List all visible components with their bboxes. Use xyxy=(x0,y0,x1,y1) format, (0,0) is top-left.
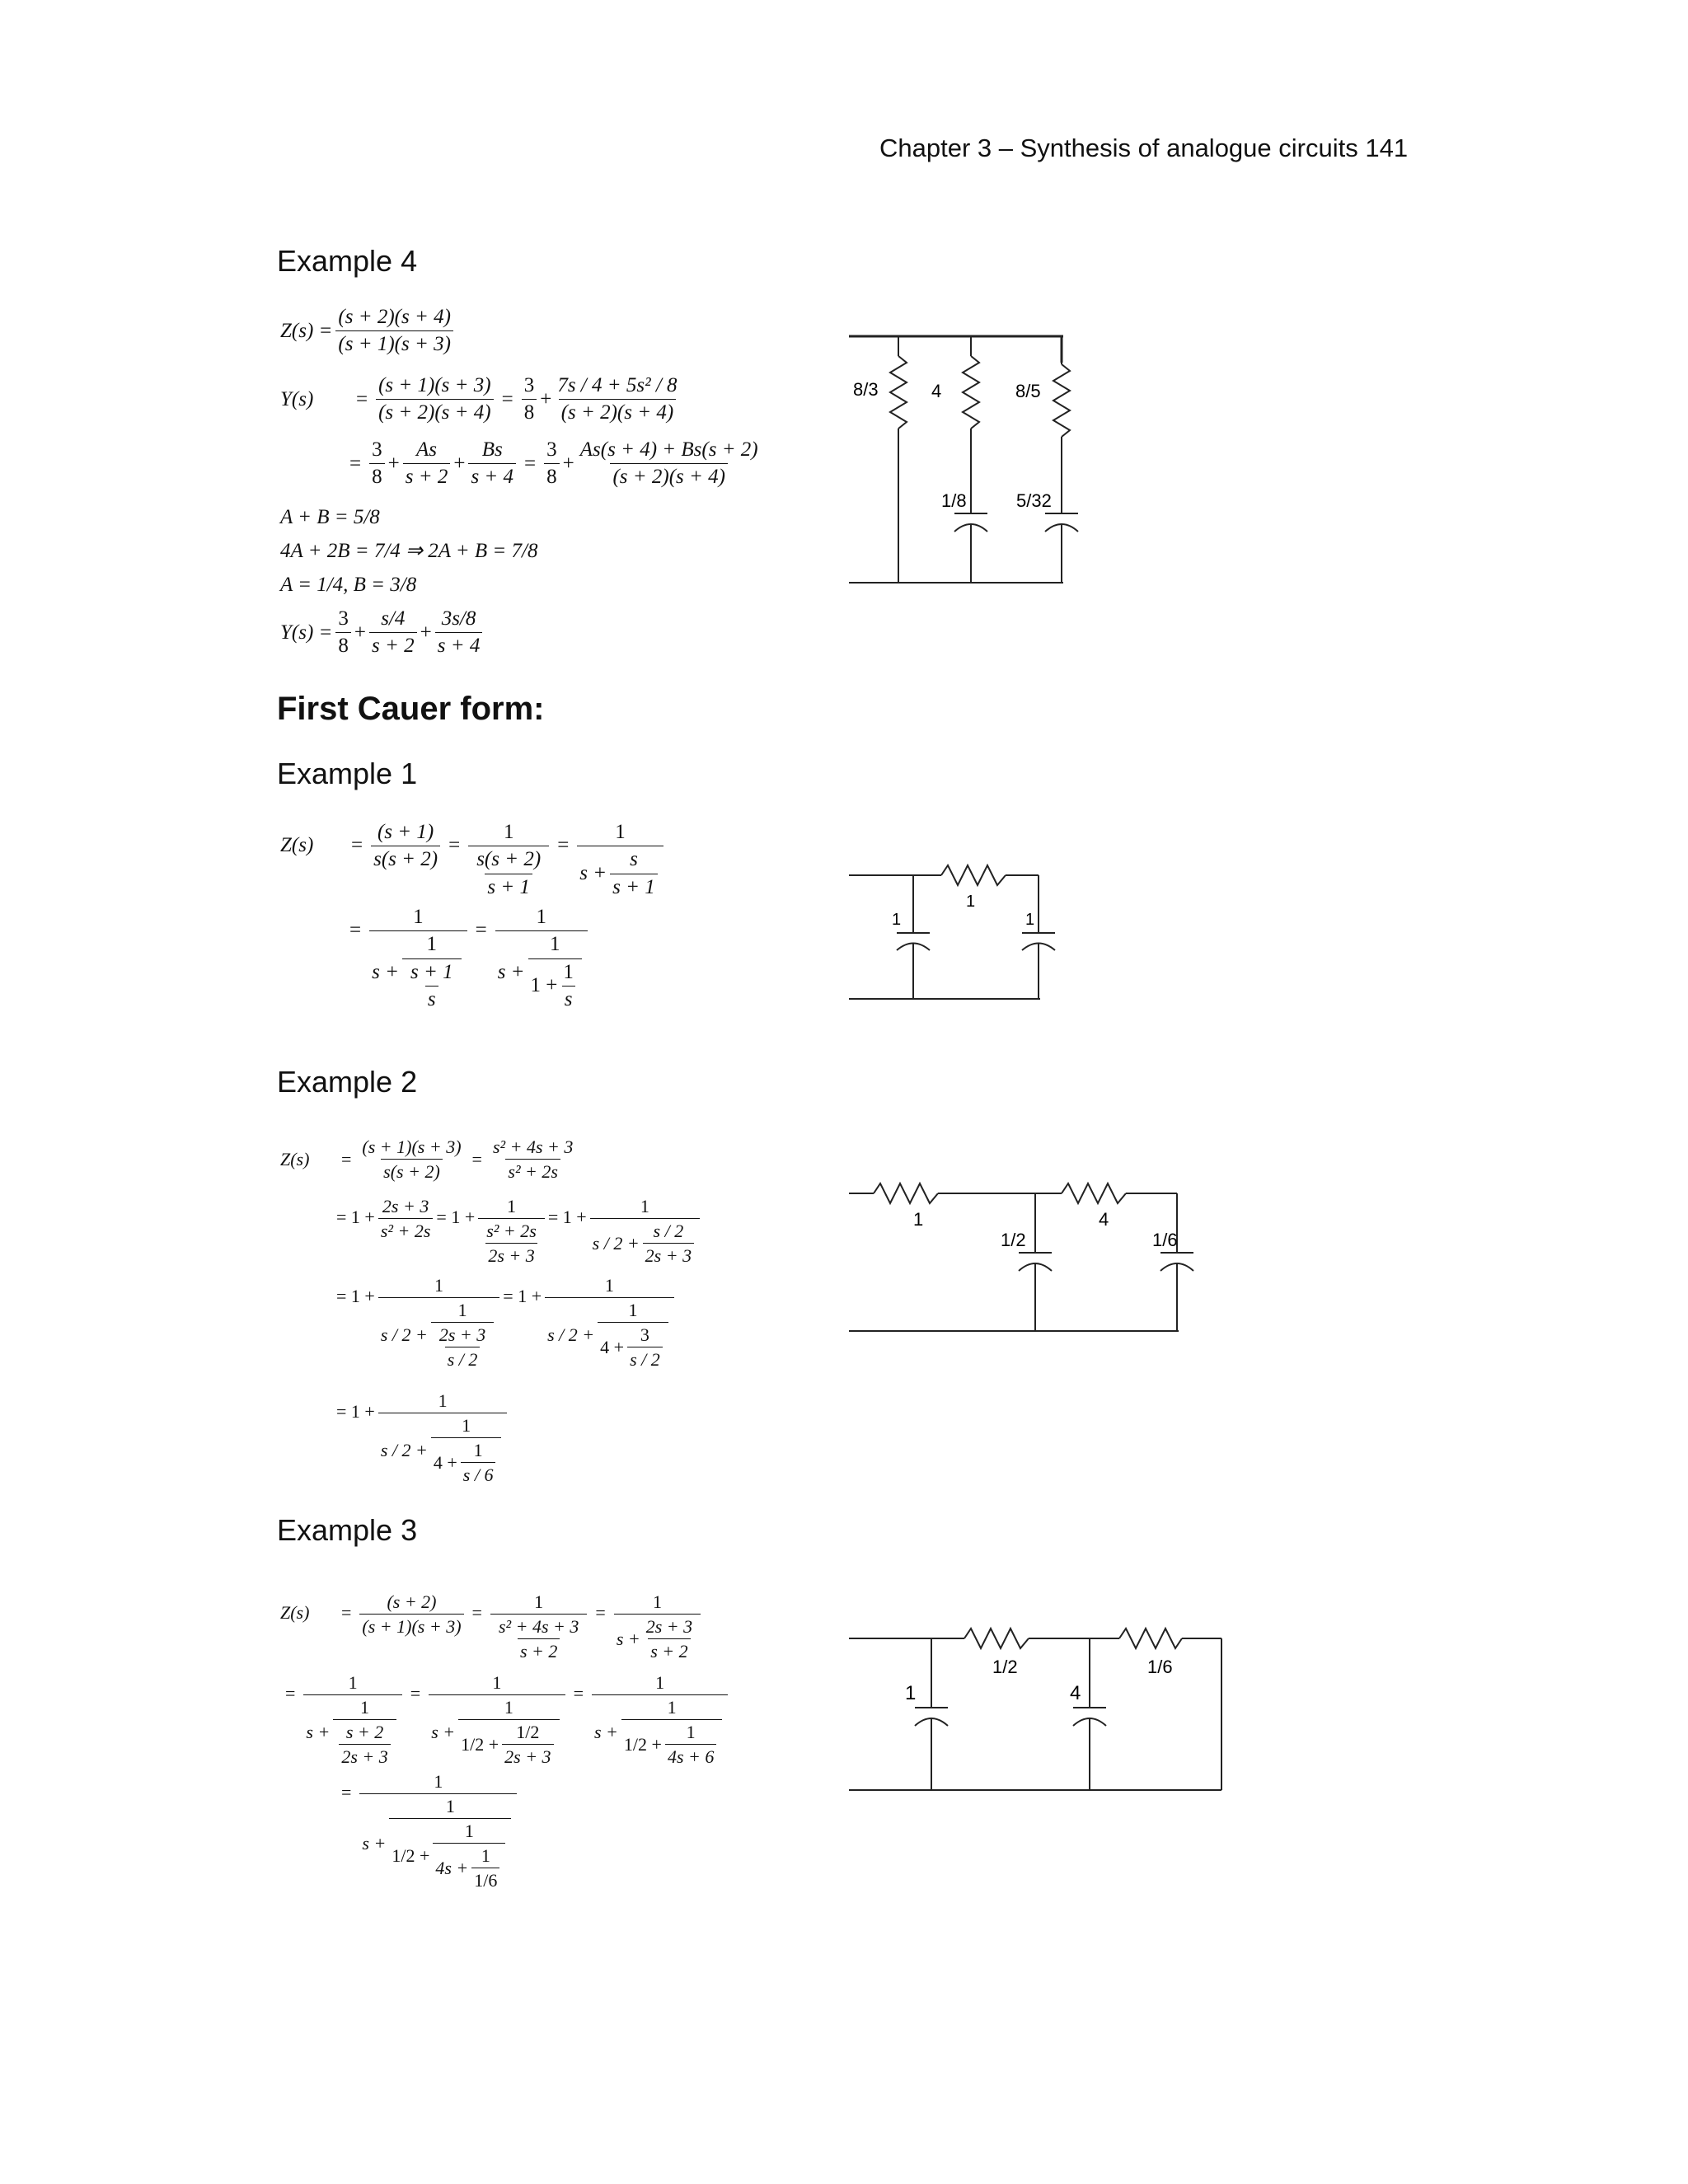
ex4-y1-num: (s + 1)(s + 3) xyxy=(378,374,491,396)
ex2-four-plus-b: 4 + xyxy=(433,1452,457,1474)
ex4-yf2-num: s/4 xyxy=(381,607,406,630)
ex3-one-b: 1 xyxy=(652,1591,662,1612)
ex3-b-den-den: s + 2 xyxy=(518,1638,560,1661)
ex1-s-plus-b: s + xyxy=(372,960,399,983)
ex3-s-plus-d: s + xyxy=(593,1722,618,1743)
ex1-z-lhs: Z(s) xyxy=(280,834,314,856)
ex3-one-m: 1 xyxy=(481,1845,490,1867)
cauer-example-2-title: Example 2 xyxy=(277,1065,418,1099)
ex3-half-plus-c: 1/2 + xyxy=(392,1845,430,1867)
running-head: Chapter 3 – Synthesis of analogue circuits 141 xyxy=(879,134,1409,162)
ex1-s-plus-c: s + xyxy=(497,960,525,983)
cauer-ex3-circuit xyxy=(841,1607,1236,1805)
ex3-one-e: 1 xyxy=(492,1672,502,1693)
ex2-one-plus-d: = 1 + xyxy=(336,1286,375,1306)
ex2-c2-label: 1/6 xyxy=(1152,1230,1178,1250)
ex2-b-num: s² + 4s + 3 xyxy=(492,1137,574,1157)
ex1-s-plus: s + xyxy=(579,861,607,884)
ex3-s-plus-e: s + xyxy=(362,1833,387,1854)
ex4-y-final: Y(s) = $\frac{3}{8}$ + $\frac{s/4}{s + 2}$ + $\frac{3s/8}{s + 4}$ xyxy=(280,608,485,658)
ex4-y1-den: (s + 2)(s + 4) xyxy=(376,399,494,424)
ex4-s2: s + 2 xyxy=(403,463,451,488)
ex3-a-num: (s + 2) xyxy=(387,1591,437,1612)
ex1-one-a: 1 xyxy=(503,821,514,843)
ex1-c-right-label: 1 xyxy=(1025,911,1035,929)
ex4-three-d: 3 xyxy=(338,607,349,630)
ex2-s-half-c: s / 2 xyxy=(627,1347,663,1369)
ex2-one-plus-a: = 1 + xyxy=(336,1207,375,1227)
ex1-b-den-den: s + 1 xyxy=(485,874,532,898)
ex2-one-g: 1 xyxy=(438,1390,448,1411)
ex2-z-line-2 xyxy=(336,1197,703,1265)
ex3-b-den-num: s² + 4s + 3 xyxy=(498,1616,579,1638)
ex4-y2-r-den: (s + 2)(s + 4) xyxy=(610,463,728,488)
ex2-s-half-b: s / 2 xyxy=(445,1347,481,1369)
ex2-z-line-1: Z(s) = $\frac{(s + 1)(s + 3)}{s(s + 2)}$ = $\frac{\text{s² + 4s + 3}}{\text{s² + 2s}}$ xyxy=(280,1137,579,1181)
cauer-example-3-title: Example 3 xyxy=(277,1513,418,1547)
ex3-z-line-2: = 1 s + $\frac{1}{\frac{s + 2}{2s + 3}}$ = 1 s + 1 1/2 + $\frac{1/2}{2s + 3}$ = 1 s + 1 1/2 + $\frac{1}{4s + 6}$ xyxy=(280,1673,731,1766)
ex3-s-plus-c: s + xyxy=(431,1722,456,1743)
ex4-eight-d: 8 xyxy=(335,632,351,657)
ex4-r1-label: 8/3 xyxy=(853,379,879,400)
ex4-y1-r-num: 7s / 4 + 5s² / 8 xyxy=(557,374,678,396)
ex4-yf3-num: 3s/8 xyxy=(441,607,476,630)
ex3-half: 1/2 xyxy=(516,1722,540,1743)
ex4-z-equation xyxy=(280,307,457,356)
ex4-r3-label: 8/5 xyxy=(1015,381,1041,401)
ex4-y1-r-den: (s + 2)(s + 4) xyxy=(559,399,677,424)
ex3-c1-label: 1 xyxy=(905,1682,917,1704)
ex2-z-line-4 xyxy=(336,1391,510,1484)
ex4-line-a: A + B = 5/8 xyxy=(280,506,380,528)
ex3-one-i: 1 xyxy=(686,1722,696,1743)
ex2-a-num: (s + 1)(s + 3) xyxy=(362,1137,462,1157)
ex3-z-line-1: Z(s) = $\frac{(s + 2)}{(s + 1)(s + 3)}$ = $\frac{1}{\frac{\text{s² + 4s + 3}}{s + 2}}$ = 1 s + $\frac{2s + 3}{s + 2}$ xyxy=(280,1592,704,1661)
ex4-three-c: 3 xyxy=(546,438,557,461)
ex3-half-plus-a: 1/2 + xyxy=(461,1734,499,1755)
ex2-d-den: 2s + 3 xyxy=(485,1243,537,1265)
ex3-a-den: (s + 1)(s + 3) xyxy=(359,1614,463,1636)
ex2-s-sixth: s / 6 xyxy=(461,1462,496,1484)
ex4-three: 3 xyxy=(523,374,535,396)
ex2-s-half-plus-d: s / 2 + xyxy=(380,1440,428,1461)
ex3-z-lhs: Z(s) xyxy=(280,1602,310,1623)
ex2-four-plus-a: 4 + xyxy=(600,1337,625,1358)
ex2-one-a: 1 xyxy=(507,1196,517,1216)
ex1-one-plus: 1 + xyxy=(530,974,558,997)
ex3-half-plus-b: 1/2 + xyxy=(623,1734,662,1755)
ex3-one-f: 1 xyxy=(504,1697,513,1718)
ex2-one-plus-b: = 1 + xyxy=(436,1207,476,1227)
ex1-s1-a: s + 1 xyxy=(610,874,658,898)
ex1-one-b: 1 xyxy=(615,821,626,843)
ex4-bs: Bs xyxy=(481,438,503,461)
ex4-y-lhs: Y(s) xyxy=(280,388,314,411)
ex2-s-half-plus-b: s / 2 + xyxy=(380,1324,428,1346)
ex3-z-line-3: = 1 s + 1 1/2 + 1 4s + $\frac{1}{1/6}$ xyxy=(336,1772,520,1890)
ex2-z-lhs: Z(s) xyxy=(280,1148,310,1169)
ex1-a-den: s(s + 2) xyxy=(371,846,440,870)
ex2-three: 3 xyxy=(640,1324,649,1346)
ex4-yf-lhs: Y(s) = xyxy=(280,621,333,644)
ex3-4s6: 4s + 6 xyxy=(665,1744,716,1766)
ex3-one-l: 1 xyxy=(464,1821,474,1842)
ex4-z-num: (s + 2)(s + 4) xyxy=(338,306,451,328)
ex2-r1-label: 1 xyxy=(913,1209,924,1230)
ex2-one-f: 1 xyxy=(628,1300,638,1321)
ex3-one-j: 1 xyxy=(434,1771,443,1792)
ex2-one-plus-e: = 1 + xyxy=(503,1286,542,1306)
ex4-c2-label: 1/8 xyxy=(941,490,967,511)
ex3-2s3-b: 2s + 3 xyxy=(502,1744,553,1766)
ex4-y-equation-2: = $\frac{3}{8}$ + $\frac{As}{s + 2}$ + $\frac{Bs}{s + 4}$ = $\frac{3}{8}$ + $\frac{As(s + 4) + Bs(s + 2)}{(s + 2)(s + 4)}$ xyxy=(345,439,764,489)
ex1-s-c: s xyxy=(562,986,575,1010)
ex1-b-den-num: s(s + 2) xyxy=(476,848,542,871)
ex3-one-d: 1 xyxy=(360,1697,370,1718)
ex3-c-num: 2s + 3 xyxy=(645,1616,693,1638)
ex1-one-d: 1 xyxy=(426,933,438,956)
ex4-line-b: 4A + 2B = 7/4 ⇒ 2A + B = 7/8 xyxy=(280,540,538,562)
ex1-s-a: s xyxy=(630,848,638,871)
ex2-z-line-3 xyxy=(336,1276,678,1369)
ex1-s1-b: s + 1 xyxy=(410,960,453,983)
ex1-z-line-1: Z(s) = $\frac{(s + 1)}{s(s + 2)}$ = $\frac{1}{\frac{s(s + 2)}{s + 1}}$ = 1 s + $\frac{s}{s + 1}$ xyxy=(280,822,667,898)
ex2-r2-label: 4 xyxy=(1099,1209,1109,1230)
ex2-one-plus-f: = 1 + xyxy=(336,1401,375,1422)
ex2-d-num: s² + 2s xyxy=(486,1221,537,1242)
ex4-line-c: A = 1/4, B = 3/8 xyxy=(280,574,417,596)
ex2-one-d: 1 xyxy=(457,1300,467,1321)
ex2-a-den: s(s + 2) xyxy=(381,1159,443,1181)
ex1-a-num: (s + 1) xyxy=(377,821,434,843)
ex4-circuit xyxy=(841,321,1088,593)
first-cauer-form-heading: First Cauer form: xyxy=(277,691,545,727)
ex4-y1-fraction xyxy=(376,375,494,424)
ex2-d-den-c: 2s + 3 xyxy=(438,1324,486,1346)
ex1-z-line-2: = 1 s + $\frac{1}{\frac{s + 1}{s}}$ = 1 s + 1 1 + $\frac{1}{s}$ xyxy=(345,907,591,1010)
ex4-yf2-den: s + 2 xyxy=(369,632,417,657)
ex2-c-num: 2s + 3 xyxy=(382,1196,429,1216)
ex2-one-b: 1 xyxy=(640,1196,649,1216)
ex2-c1-label: 1/2 xyxy=(1001,1230,1026,1250)
ex1-s-b: s xyxy=(425,986,438,1010)
ex3-s-plus-b: s + xyxy=(306,1722,331,1743)
ex4-c3-label: 5/32 xyxy=(1016,490,1052,511)
cauer-example-1-title: Example 1 xyxy=(277,757,418,790)
ex2-one-c: 1 xyxy=(434,1275,444,1296)
ex3-s-plus-a: s + xyxy=(616,1629,640,1650)
ex4-z-den: (s + 1)(s + 3) xyxy=(335,330,453,355)
ex4-eight-b: 8 xyxy=(369,463,385,488)
ex3-one-h: 1 xyxy=(667,1697,677,1718)
ex3-c-den: s + 2 xyxy=(648,1638,690,1661)
ex2-d-den-b: 2s + 3 xyxy=(643,1243,694,1265)
ex4-y2-r-num: As(s + 4) + Bs(s + 2) xyxy=(579,438,758,461)
ex1-one-f: 1 xyxy=(549,933,560,956)
ex4-s4: s + 4 xyxy=(468,463,516,488)
ex3-c2-label: 4 xyxy=(1070,1682,1081,1704)
ex4-eight-c: 8 xyxy=(544,463,560,488)
ex2-c-den: s² + 2s xyxy=(378,1218,434,1240)
ex3-4s-plus: 4s + xyxy=(435,1858,469,1879)
cauer-ex1-circuit xyxy=(841,849,1063,1014)
ex1-one-c: 1 xyxy=(413,906,424,928)
ex3-2s3-a: 2s + 3 xyxy=(339,1744,390,1766)
ex1-r-label: 1 xyxy=(966,893,976,911)
ex2-s-half-plus-c: s / 2 + xyxy=(547,1324,595,1346)
ex2-b-den: s² + 2s xyxy=(505,1159,560,1181)
ex2-one-h: 1 xyxy=(462,1415,471,1436)
ex3-one-k: 1 xyxy=(445,1796,455,1817)
ex3-s2: s + 2 xyxy=(345,1722,384,1743)
ex1-one-g: 1 xyxy=(563,960,574,983)
ex1-c-left-label: 1 xyxy=(892,911,902,929)
ex3-one-a: 1 xyxy=(534,1591,544,1612)
ex1-one-e: 1 xyxy=(536,906,547,928)
ex4-yf3-den: s + 4 xyxy=(435,632,483,657)
ex4-r2-label: 4 xyxy=(931,381,942,401)
ex4-y-equation-1: Y(s) = $\frac{(s + 1)(s + 3)}{(s + 2)(s + 4)}$ = $\frac{3}{8}$ + $\frac{\text{7s / 4 + 5s² / 8}}{(s + 2)(s + 4)}$ xyxy=(280,375,683,424)
ex2-one-plus-c: = 1 + xyxy=(547,1207,587,1227)
ex3-r2-label: 1/6 xyxy=(1147,1657,1173,1677)
ex4-eight: 8 xyxy=(522,399,537,424)
ex4-as: As xyxy=(416,438,438,461)
ex4-z-fraction xyxy=(335,307,453,356)
example-4-title: Example 4 xyxy=(277,244,418,278)
ex3-r1-label: 1/2 xyxy=(992,1657,1018,1677)
ex2-one-e: 1 xyxy=(604,1275,614,1296)
ex4-three-b: 3 xyxy=(372,438,382,461)
ex3-sixth: 1/6 xyxy=(471,1868,499,1890)
ex2-s-half-plus-a: s / 2 + xyxy=(592,1233,640,1254)
ex3-one-g: 1 xyxy=(655,1672,665,1693)
ex3-one-c: 1 xyxy=(348,1672,358,1693)
ex4-z-lhs: Z(s) = xyxy=(280,320,333,343)
cauer-ex2-circuit xyxy=(841,1162,1220,1343)
ex2-one-i: 1 xyxy=(473,1440,483,1461)
ex2-s-half-a: s / 2 xyxy=(653,1221,684,1242)
